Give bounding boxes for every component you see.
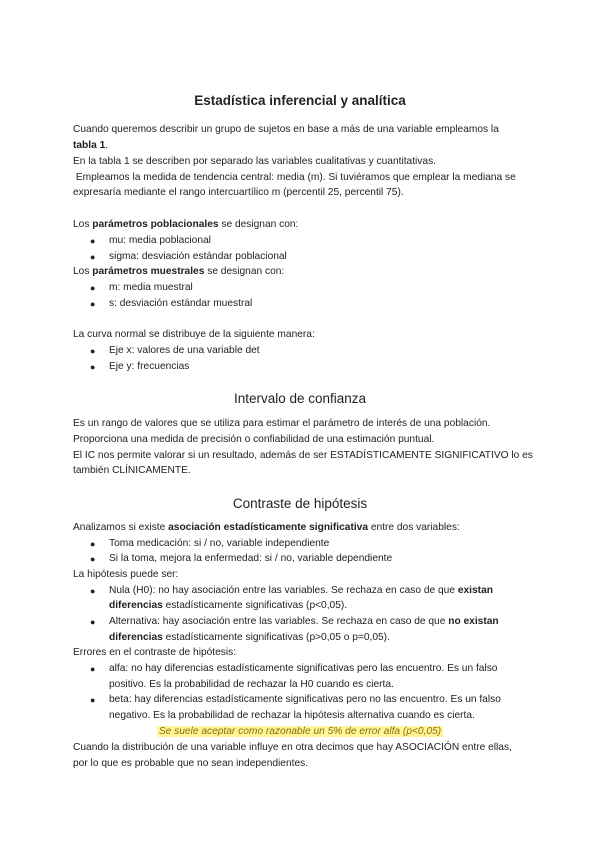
intro-line-3: En la tabla 1 se describen por separado las variables cualitativas y cuantitativas. xyxy=(73,156,436,167)
bullet-icon: ● xyxy=(90,346,96,356)
bullet-icon: ● xyxy=(90,664,96,674)
bullet-icon: ● xyxy=(90,539,96,549)
list-item: Eje y: frecuencias xyxy=(109,361,190,372)
nula-pre: Nula (H0): no hay asociación entre las variables. Se rechaza en caso de que xyxy=(109,585,458,596)
ic-line-2: Proporciona una medida de precisión o confiabilidad de una estimación puntual. xyxy=(73,434,435,445)
alt-line-2 xyxy=(109,631,390,645)
bullet-icon: ● xyxy=(90,617,96,627)
hipotesis-intro: La hipótesis puede ser: xyxy=(73,569,179,580)
bullet-icon: ● xyxy=(90,299,96,309)
list-item: m: media muestral xyxy=(109,282,193,293)
ic-line-1: Es un rango de valores que se utiliza para estimar el parámetro de interés de una población. xyxy=(73,418,491,429)
intro-line-2 xyxy=(73,139,108,153)
nula-line-2 xyxy=(109,599,347,613)
nula-bold-2: diferencias xyxy=(109,600,163,611)
beta-line-1: beta: hay diferencias estadísticamente significativas pero no las encuentro. Es un falso xyxy=(109,694,501,705)
section-heading-ch: Contraste de hipótesis xyxy=(232,496,368,511)
page-title: Estadística inferencial y analítica xyxy=(194,93,406,108)
bullet-icon: ● xyxy=(90,554,96,564)
alt-line-1 xyxy=(109,615,499,629)
list-item: s: desviación estándar muestral xyxy=(109,298,253,309)
beta-line-2: negativo. Es la probabilidad de rechazar la hipótesis alternativa cuando es cierta. xyxy=(109,710,475,721)
muestrales-bold: parámetros muestrales xyxy=(92,266,205,277)
alt-bold-1: no existan xyxy=(448,616,499,627)
list-item: Eje x: valores de una variable det xyxy=(109,345,260,356)
poblacionales-bold: parámetros poblacionales xyxy=(92,219,219,230)
ic-line-3: El IC nos permite valorar si un resultado, además de ser ESTADÍSTICAMENTE SIGNIFICATIVO lo es xyxy=(73,450,533,461)
alfa-line-2: positivo. Es la probabilidad de rechazar la H0 cuando es cierta. xyxy=(109,679,394,690)
ch-intro-post: entre dos variables: xyxy=(368,522,460,533)
muestrales-intro xyxy=(73,265,284,279)
final-line-2: por lo que es probable que no sean independientes. xyxy=(73,758,309,769)
bullet-icon: ● xyxy=(90,362,96,372)
intro-line-2-rest: . xyxy=(105,140,109,151)
ch-intro-bold: asociación estadísticamente significativa xyxy=(168,522,368,533)
final-line-1: Cuando la distribución de una variable influye en otra decimos que hay ASOCIACIÓN entre ellas, xyxy=(73,742,512,753)
list-item: Toma medicación: si / no, variable independiente xyxy=(109,538,330,549)
intro-line-1: Cuando queremos describir un grupo de sujetos en base a más de una variable empleamos la xyxy=(73,124,499,135)
bullet-icon: ● xyxy=(90,283,96,293)
nula-line-1 xyxy=(109,584,493,598)
highlight-note xyxy=(0,725,600,739)
muestrales-post: se designan con: xyxy=(204,266,285,277)
poblacionales-pre: Los xyxy=(73,219,93,230)
bullet-icon: ● xyxy=(90,586,96,596)
poblacionales-post: se designan con: xyxy=(218,219,299,230)
alt-bold-2: diferencias xyxy=(109,632,163,643)
errores-intro: Errores en el contraste de hipótesis: xyxy=(73,647,237,658)
nula-post: estadísticamente significativas (p<0,05). xyxy=(162,600,348,611)
ch-intro xyxy=(73,521,460,535)
tabla-1-bold: tabla 1 xyxy=(73,140,106,151)
bullet-icon: ● xyxy=(90,695,96,705)
bullet-icon: ● xyxy=(90,236,96,246)
section-heading-ic: Intervalo de confianza xyxy=(233,391,367,406)
nula-bold-1: existan xyxy=(457,585,493,596)
muestrales-pre: Los xyxy=(73,266,93,277)
poblacionales-intro xyxy=(73,218,298,232)
list-item: sigma: desviación estándar poblacional xyxy=(109,251,287,262)
ic-line-4: también CLÍNICAMENTE. xyxy=(73,465,191,476)
alfa-line-1: alfa: no hay diferencias estadísticamente significativas pero las encuentro. Es un falso xyxy=(109,663,498,674)
curva-intro: La curva normal se distribuye de la siguiente manera: xyxy=(73,329,315,340)
bullet-icon: ● xyxy=(90,252,96,262)
alt-post: estadísticamente significativas (p>0,05 o p=0,05). xyxy=(162,632,390,643)
intro-line-5: expresaría mediante el rango intercuartílico m (percentil 25, percentil 75). xyxy=(73,187,404,198)
highlight-text: Se suele aceptar como razonable un 5% de error alfa (p<0,05) xyxy=(158,726,442,737)
ch-intro-pre: Analizamos si existe xyxy=(73,522,169,533)
list-item: mu: media poblacional xyxy=(109,235,211,246)
alt-pre: Alternativa: hay asociación entre las variables. Se rechaza en caso de que xyxy=(109,616,449,627)
intro-line-4: Empleamos la medida de tendencia central: media (m). Si tuviéramos que emplear la mediana se xyxy=(73,172,516,183)
list-item: Si la toma, mejora la enfermedad: si / no, variable dependiente xyxy=(109,553,393,564)
